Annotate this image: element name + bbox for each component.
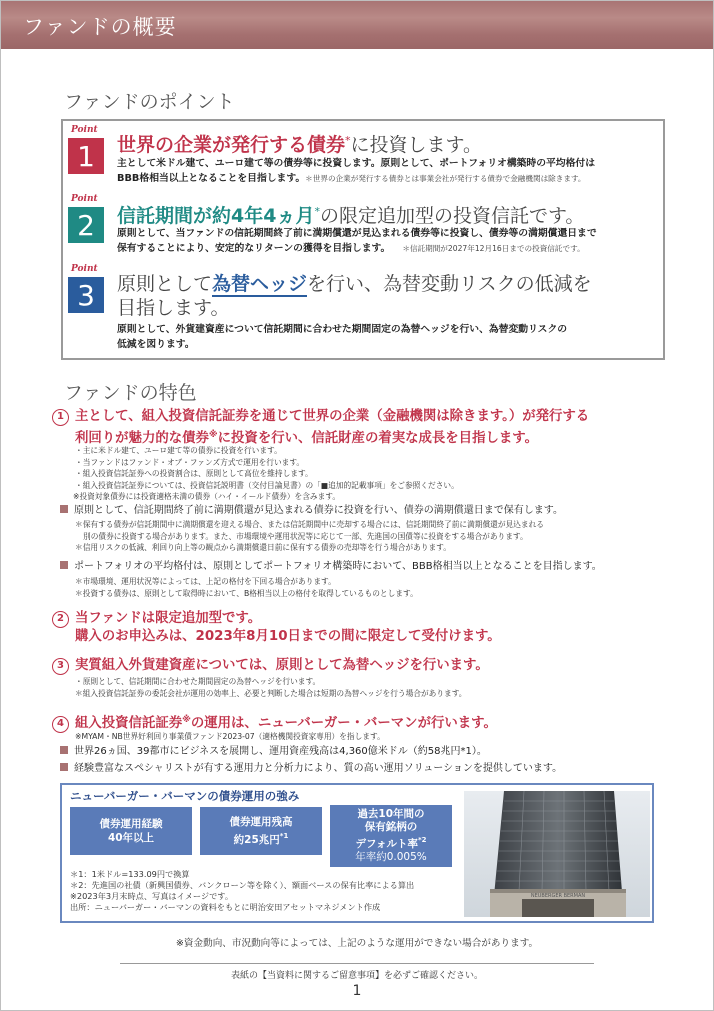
point-1-heading: 世界の企業が発行する債券*に投資します。 (117, 134, 482, 156)
point-3-number: 3 (68, 277, 104, 313)
point-2-label: Point (71, 194, 98, 204)
points-section-title: ファンドのポイント (64, 91, 235, 113)
point-2-heading: 信託期間が約4年4ヵ月*の限定追加型の投資信託です。 (117, 205, 585, 227)
feature-3-heading: 3 実質組入外貨建資産については、原則として為替ヘッジを行います。 (52, 657, 489, 675)
bullet-square (60, 505, 68, 513)
page-title: ファンドの概要 (23, 15, 177, 39)
feature-4-heading: 4 組入投資信託証券※の運用は、ニューバーガー・バーマンが行います。 (52, 711, 497, 733)
point-1-number: 1 (68, 138, 104, 174)
point-2-number: 2 (68, 207, 104, 243)
point-3-label: Point (71, 264, 98, 274)
features-section-title: ファンドの特色 (64, 382, 197, 404)
page-number: 1 (352, 983, 362, 999)
strength-box (60, 783, 654, 923)
point-3-body: 原則として、外貨建資産について信託期間に合わせた期間固定の為替ヘッジを行い、為替変動リスクの 低減を図ります。 (117, 324, 568, 350)
feature-1-point-a: 原則として、信託期間終了前に満期償還が見込まれる債券に投資を行い、債券の満期償還日まで保有します。 (60, 504, 563, 518)
point-3-heading: 原則として為替ヘッジを行い、為替変動リスクの低減を 目指します。 (117, 273, 592, 319)
bullet-square (60, 561, 68, 569)
footer-divider (120, 963, 594, 964)
bullet-square (60, 746, 68, 754)
bullet-square (60, 763, 68, 771)
feature-1-point-a-notes: ＊保有する債券が信託期間中に満期償還を迎える場合、または信託期間中に売却する場合には、信託期間終了前に満期償還が見込まれる 別の債券に投資する場合があります。また、市場環境や運用状況等に応じて一部、先進国の国債等に投資をする場合があります。 ＊信用リスクの低減、利回り向上等の観点から満期償還日前に保有する債券の売却等を行う場合があります。 (75, 520, 544, 552)
strength-box-experience: 債券運用経験 40年以上 (70, 807, 192, 855)
building-sign: NEUBERGER BERMAN (530, 893, 586, 899)
page-header (1, 1, 713, 49)
points-box (61, 119, 665, 360)
feature-2-heading: 2 当ファンドは限定追加型です。 購入のお申込みは、2023年8月10日までの間に限定して受付けます。 (52, 610, 501, 646)
point-1-body: 主として米ドル建て、ユーロ建て等の債券等に投資します。原則として、ポートフォリオ構築時の平均格付は BBB格相当以上となることを目指します。＊世界の企業が発行する債券とは事業会社が発行する債券で金融機関は除きます。 (117, 158, 595, 184)
feature-4-point-b: 経験豊富なスペシャリストが有する運用力と分析力により、質の高い運用ソリューションを提供しています。 (60, 762, 562, 776)
feature-4-note: ※MYAM・NB世界好利回り事業債ファンド2023-07（適格機関投資家専用）を指します。 (75, 732, 385, 741)
building-illustration (464, 791, 650, 917)
point-1-label: Point (71, 125, 98, 135)
feature-1-bullets: ・主に米ドル建て、ユーロ建て等の債券に投資を行います。 ・当ファンドはファンド・オブ・ファンズ方式で運用を行います。 ・組入投資信託証券への投資割合は、原則として高位を維持します。 ・組入投資信託証券については、投資信託説明書（交付目論見書）の「■追加的記載事項」をご参照ください。 ※投資対象債券には投資適格未満の債券（ハイ・イールド債券）を含みます。 (73, 446, 459, 501)
feature-1-point-b-notes: ＊市場環境、運用状況等によっては、上記の格付を下回る場合があります。 ＊投資する債券は、原則として取得時において、B格相当以上の格付を取得しているものとします。 (75, 577, 418, 598)
footer-notice: 表紙の【当資料に関するご留意事項】を必ずご確認ください。 (230, 971, 484, 981)
bottom-note: ※資金動向、市況動向等によっては、上記のような運用ができない場合があります。 (175, 938, 539, 949)
building-photo (464, 791, 650, 917)
strength-title: ニューバーガー・バーマンの債券運用の強み (70, 789, 300, 803)
feature-4-point-a: 世界26ヵ国、39都市にビジネスを展開し、運用資産残高は4,360億米ドル（約58兆円*1）。 (60, 745, 487, 759)
point-2-body: 原則として、当ファンドの信託期間終了前に満期償還が見込まれる債券等に投資し、債券等の満期償還日まで 保有することにより、安定的なリターンの獲得を目指します。 ＊信託期間が2027年12月16日までの投資信託です。 (117, 228, 597, 254)
feature-1-point-b: ポートフォリオの平均格付は、原則としてポートフォリオ構築時において、BBB格相当以上となることを目指します。 (60, 560, 602, 574)
strength-box-aum: 債券運用残高 約25兆円$^{*1}$ (200, 807, 322, 855)
strength-notes: ＊1：1米ドル=133.09円で換算 ＊2：先進国の社債（新興国債券、バンクローン等を除く）、額面ベースの保有比率による算出 ※2023年3月末時点、写真はイメージです。 出所：ニューバーガー・バーマンの資料をもとに明治安田アセットマネジメント作成 (70, 869, 415, 912)
feature-1-heading: 1 主として、組入投資信託証券を通じて世界の企業（金融機関は除きます。）が発行する 利回りが魅力的な債券※に投資を行い、信託財産の着実な成長を目指します。 (52, 408, 589, 448)
feature-3-bullets: ・原則として、信託期間に合わせた期間固定の為替ヘッジを行います。 ＊組入投資信託証券の委託会社が運用の効率上、必要と判断した場合は短期の為替ヘッジを行う場合があります。 (75, 677, 467, 698)
strength-box-default-rate: 過去10年間の 保有銘柄の デフォルト率$^{*2}$ 年率約0.005% (330, 805, 452, 867)
